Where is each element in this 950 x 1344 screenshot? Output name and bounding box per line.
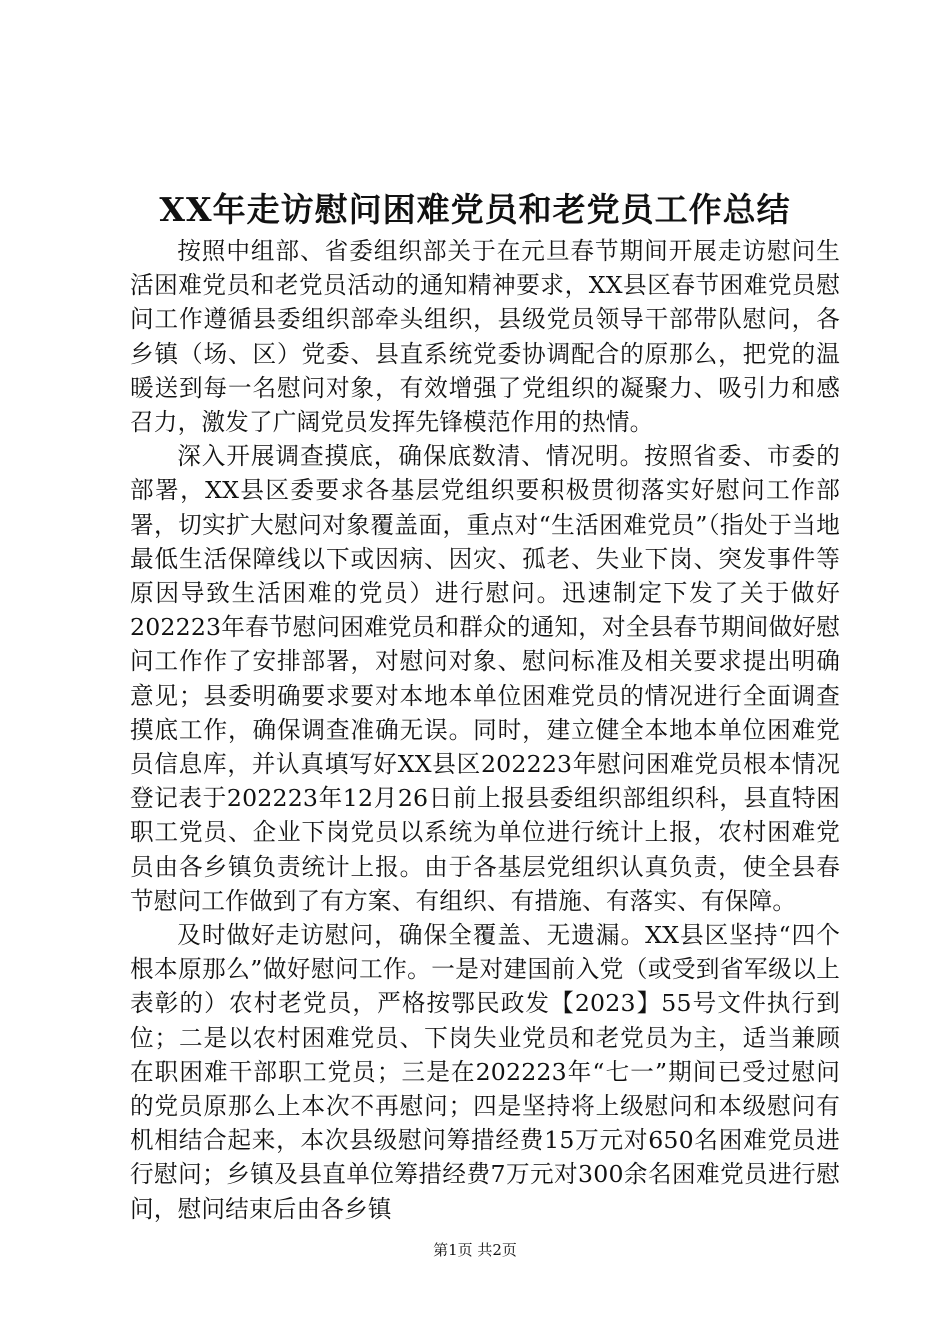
paragraph-investigation: 深入开展调查摸底，确保底数清、情况明。按照省委、市委的部署，XX县区委要求各基层党组织要积极贯彻落实好慰问工作部署，切实扩大慰问对象覆盖面，重点对“生活困难党员”（指处于当地最低生活保障线以下或因病、因灾、孤老、失业下岗、突发事件等原因导致生活困难的党员）进行慰问。迅速制定下发了关于做好202223年春节慰问困难党员和群众的通知，对全县春节期间做好慰问工作作了安排部署，对慰问对象、慰问标准及相关要求提出明确意见；县委明确要求要对本地本单位困难党员的情况进行全面调查摸底工作，确保调查准确无误。同时，建立健全本地本单位困难党员信息库，并认真填写好XX县区202223年慰问困难党员根本情况登记表于202223年12月26日前上报县委组织部组织科，县直特困职工党员、企业下岗党员以系统为单位进行统计上报，农村困难党员由各乡镇负责统计上报。由于各基层党组织认真负责，使全县春节慰问工作做到了有方案、有组织、有措施、有落实、有保障。 (130, 442, 840, 915)
page-number-footer: 第1页 共2页 (433, 1241, 517, 1259)
paragraph-visits: 及时做好走访慰问，确保全覆盖、无遗漏。XX县区坚持“四个根本原那么”做好慰问工作。一是对建国前入党（或受到省军级以上表彰的）农村老党员，严格按鄂民政发【2023】55号文件执行到位；二是以农村困难党员、下岗失业党员和老党员为主，适当兼顾在职困难干部职工党员；三是在202223年“七一”期间已受过慰问的党员原那么上本次不再慰问；四是坚持将上级慰问和本级慰问有机相结合起来，本次县级慰问筹措经费15万元对650名困难党员进行慰问；乡镇及县直单位筹措经费7万元对300余名困难党员进行慰问，慰问结束后由各乡镇 (130, 921, 840, 1223)
document-title: XX年走访慰问困难党员和老党员工作总结 (159, 190, 791, 229)
document-body (130, 234, 840, 1226)
paragraph-intro: 按照中组部、省委组织部关于在元旦春节期间开展走访慰问生活困难党员和老党员活动的通知精神要求，XX县区春节困难党员慰问工作遵循县委组织部牵头组织，县级党员领导干部带队慰问，各乡镇（场、区）党委、县直系统党委协调配合的原那么，把党的温暖送到每一名慰问对象，有效增强了党组织的凝聚力、吸引力和感召力，激发了广阔党员发挥先锋模范作用的热情。 (130, 237, 840, 437)
